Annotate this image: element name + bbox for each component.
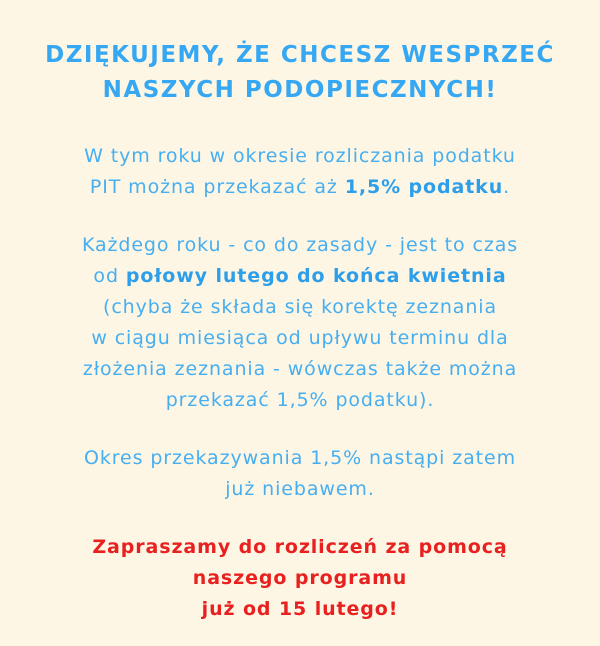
cta-line-1: Zapraszamy do rozliczeń za pomocą bbox=[92, 536, 508, 558]
paragraph-1-line-1: W tym roku w okresie rozliczania podatku bbox=[84, 145, 516, 167]
paragraph-soon bbox=[0, 443, 600, 505]
tax-percentage-highlight: 1,5% podatku bbox=[344, 176, 504, 198]
paragraph-1-line-2-text: PIT można przekazać aż bbox=[89, 176, 345, 198]
paragraph-2-line-3: (chyba że składa się korektę zeznania bbox=[103, 296, 497, 318]
paragraph-3-line-1: Okres przekazywania 1,5% nastąpi zatem bbox=[83, 447, 517, 469]
call-to-action bbox=[0, 532, 600, 625]
headline-line-2: NASZYCH PODOPIECZNYCH! bbox=[102, 77, 498, 103]
headline bbox=[0, 38, 600, 108]
paragraph-3-line-2: już niebawem. bbox=[225, 478, 375, 500]
paragraph-tax-info bbox=[0, 141, 600, 203]
paragraph-2-line-1: Każdego roku - co do zasady - jest to czas bbox=[81, 234, 519, 256]
paragraph-2-line-4: w ciągu miesiąca od upływu terminu dla bbox=[91, 327, 509, 349]
paragraph-1-line-2-end: . bbox=[503, 176, 511, 198]
cta-line-2: naszego programu bbox=[192, 567, 408, 589]
paragraph-2-line-2 bbox=[0, 261, 600, 292]
headline-line-1: DZIĘKUJEMY, ŻE CHCESZ WESPRZEĆ bbox=[45, 42, 555, 68]
deadline-highlight: połowy lutego do końca kwietnia bbox=[125, 265, 507, 287]
paragraph-deadline-info bbox=[0, 230, 600, 416]
paragraph-2-line-6: przekazać 1,5% podatku). bbox=[165, 389, 435, 411]
paragraph-2-line-5: złożenia zeznania - wówczas także można bbox=[82, 358, 518, 380]
paragraph-2-line-2-text: od bbox=[93, 265, 126, 287]
cta-line-3: już od 15 lutego! bbox=[201, 598, 399, 620]
paragraph-1-line-2 bbox=[0, 172, 600, 203]
